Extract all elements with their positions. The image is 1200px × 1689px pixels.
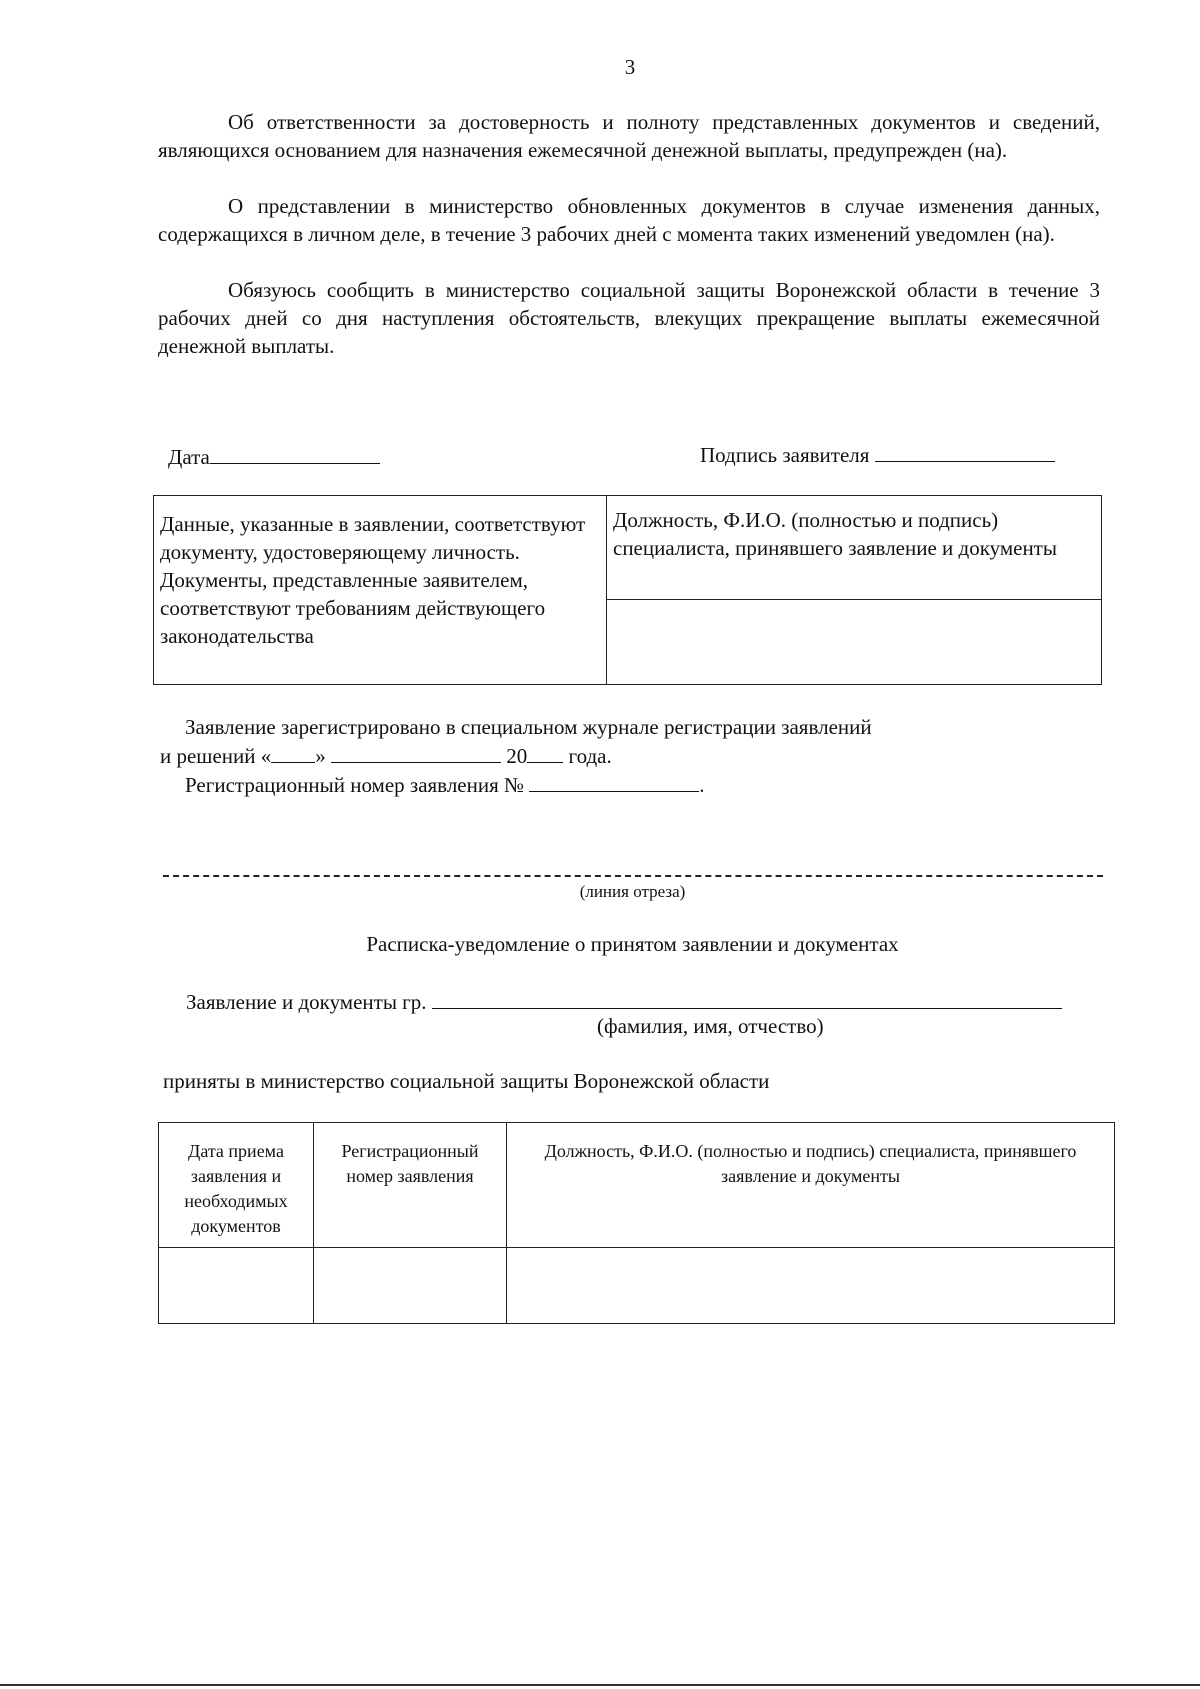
page-number: 3	[624, 55, 636, 79]
date-blank[interactable]	[210, 443, 380, 464]
registration-number-line: Регистрационный номер заявления № .	[185, 773, 705, 797]
registration-year-prefix: 20	[506, 744, 528, 768]
receipt-accepted-by: приняты в министерство социальной защиты Воронежской области	[163, 1069, 770, 1093]
receipt-cell-reg-number[interactable]	[314, 1248, 507, 1324]
registration-number-blank[interactable]	[529, 771, 699, 792]
registration-date-prefix: и решений «	[160, 744, 272, 768]
verification-table	[153, 495, 1102, 685]
fio-label: (фамилия, имя, отчество)	[597, 1014, 824, 1038]
update-notice-paragraph: О представлении в министерство обновленных документов в случае изменения данных, содержащихся в личном деле, в течение 3 рабочих дней с момента таких изменений уведомлен (на).	[158, 194, 1100, 246]
registration-day-blank[interactable]	[271, 742, 315, 763]
registration-date-close-quote: »	[315, 744, 326, 768]
date-label: Дата	[168, 445, 210, 469]
registration-month-blank[interactable]	[331, 742, 501, 763]
applicant-signature-label: Подпись заявителя	[700, 443, 870, 467]
receipt-header-specialist: Должность, Ф.И.О. (полностью и подпись) специалиста, принявшего заявление и документы	[507, 1123, 1115, 1248]
receipt-cell-date[interactable]	[159, 1248, 314, 1324]
verification-statement: Данные, указанные в заявлении, соответствуют документу, удостоверяющему личность. Документы, представленные заявителем, соответствуют требованиям действующего законодательства	[154, 496, 607, 685]
receipt-cell-specialist[interactable]	[507, 1248, 1115, 1324]
registration-line-1: Заявление зарегистрировано в специальном журнале регистрации заявлений	[185, 715, 872, 739]
applicant-signature-field	[700, 441, 1055, 468]
cut-line	[163, 875, 1103, 877]
receipt-table	[158, 1122, 1115, 1324]
registration-number-label: Регистрационный номер заявления №	[185, 773, 525, 797]
receipt-applicant-blank[interactable]	[432, 988, 1062, 1009]
registration-date-suffix: года.	[563, 744, 612, 768]
applicant-signature-blank[interactable]	[875, 441, 1055, 462]
receipt-applicant-label: Заявление и документы гр.	[186, 990, 427, 1014]
obligation-paragraph: Обязуюсь сообщить в министерство социальной защиты Воронежской области в течение 3 рабочих дней со дня наступления обстоятельств, влекущих прекращение выплаты ежемесячной денежной выплаты.	[158, 278, 1100, 358]
specialist-header-cell: Должность, Ф.И.О. (полностью и подпись) специалиста, принявшего заявление и документы	[607, 496, 1102, 600]
liability-paragraph: Об ответственности за достоверность и полноту представленных документов и сведений, являющихся основанием для назначения ежемесячной денежной выплаты, предупрежден (на).	[158, 110, 1100, 162]
receipt-applicant-line	[186, 988, 1062, 1015]
specialist-signature-cell[interactable]	[607, 600, 1102, 685]
page-bottom-border	[0, 1684, 1200, 1686]
receipt-header-reg-number: Регистрационный номер заявления	[314, 1123, 507, 1248]
receipt-title: Расписка-уведомление о принятом заявлении и документах	[366, 932, 899, 956]
date-field	[168, 443, 380, 470]
receipt-header-date: Дата приема заявления и необходимых документов	[159, 1123, 314, 1248]
cut-line-label: (линия отреза)	[579, 882, 686, 901]
registration-year-blank[interactable]	[527, 742, 563, 763]
registration-line-2	[160, 742, 612, 769]
